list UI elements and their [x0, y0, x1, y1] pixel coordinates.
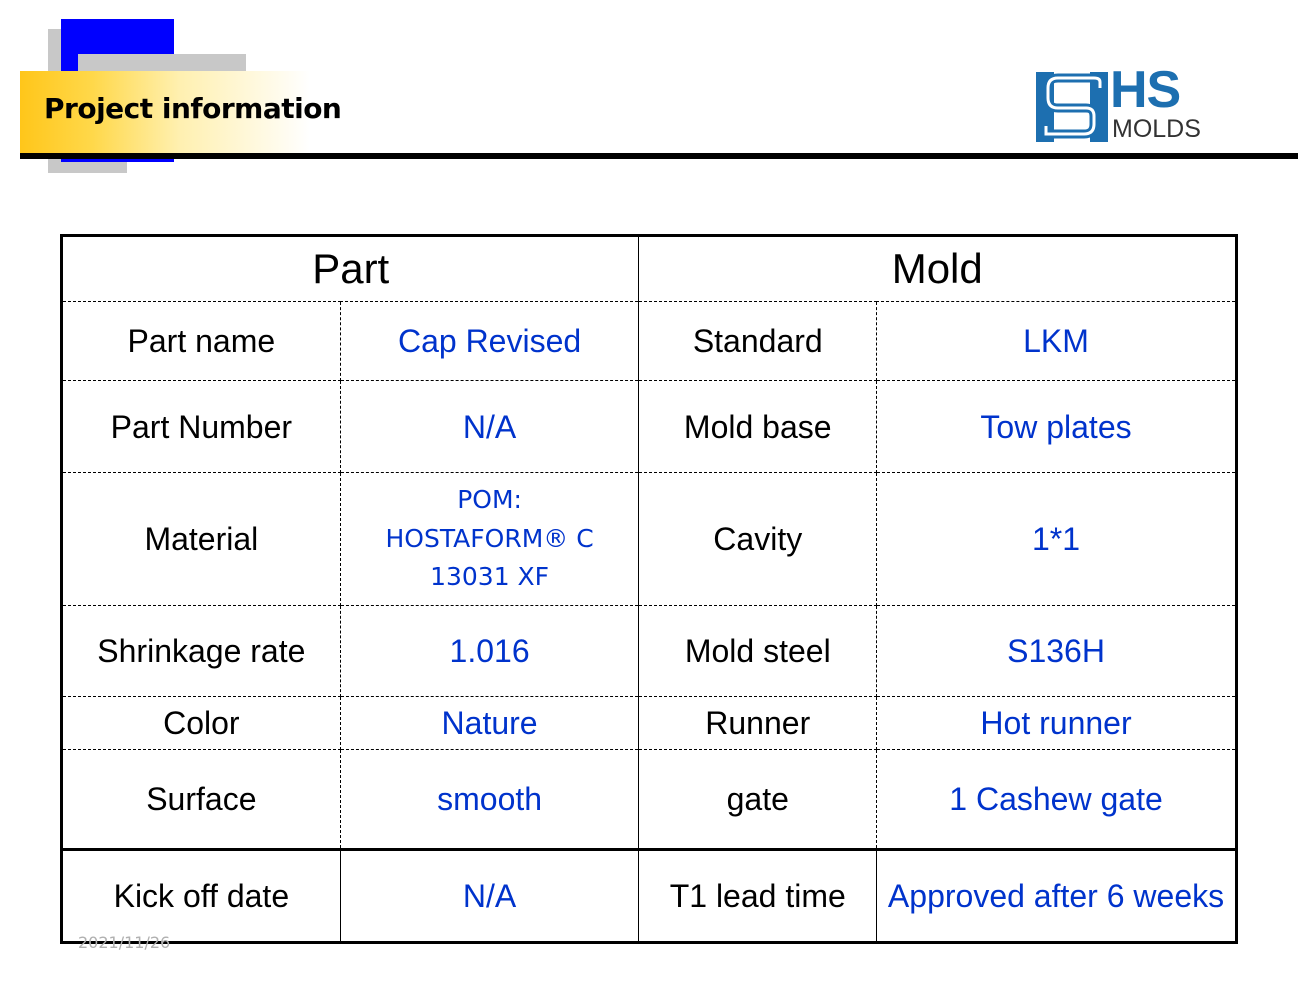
footer-date: 2021/11/26	[78, 933, 171, 952]
cavity-value: 1*1	[877, 473, 1237, 606]
mold-steel-value: S136H	[877, 606, 1237, 697]
t1-lead-time-label: T1 lead time	[639, 850, 877, 943]
t1-lead-time-value: Approved after 6 weeks	[877, 850, 1237, 943]
cavity-label: Cavity	[639, 473, 877, 606]
logo-molds-text: MOLDS	[1112, 115, 1201, 143]
surface-value: smooth	[340, 750, 639, 850]
color-label: Color	[62, 697, 341, 750]
part-header: Part	[62, 236, 639, 302]
table-row	[62, 697, 1237, 750]
kick-off-date-value: N/A	[340, 850, 639, 943]
gate-value: 1 Cashew gate	[877, 750, 1237, 850]
surface-label: Surface	[62, 750, 341, 850]
hs-molds-logo	[1036, 61, 1226, 144]
table-row	[62, 606, 1237, 697]
shrinkage-rate-label: Shrinkage rate	[62, 606, 341, 697]
mold-header: Mold	[639, 236, 1237, 302]
project-info-table	[60, 234, 1238, 944]
material-label: Material	[62, 473, 341, 606]
table-row	[62, 302, 1237, 381]
table-row	[62, 473, 1237, 606]
hs-logo-mark-icon	[1036, 70, 1110, 142]
standard-label: Standard	[639, 302, 877, 381]
color-value: Nature	[340, 697, 639, 750]
table-row	[62, 381, 1237, 473]
table-row	[62, 750, 1237, 850]
runner-label: Runner	[639, 697, 877, 750]
header-rule	[20, 153, 1298, 159]
part-name-value: Cap Revised	[340, 302, 639, 381]
part-name-label: Part name	[62, 302, 341, 381]
page-title: Project information	[44, 92, 342, 125]
runner-value: Hot runner	[877, 697, 1237, 750]
logo-hs-text: HS	[1110, 61, 1181, 119]
table-header-row	[62, 236, 1237, 302]
shrinkage-rate-value: 1.016	[340, 606, 639, 697]
gate-label: gate	[639, 750, 877, 850]
standard-value: LKM	[877, 302, 1237, 381]
kick-off-date-label: Kick off date	[62, 850, 341, 943]
mold-steel-label: Mold steel	[639, 606, 877, 697]
material-value: POM: HOSTAFORM® C 13031 XF	[340, 473, 639, 606]
table-row	[62, 850, 1237, 943]
part-number-label: Part Number	[62, 381, 341, 473]
part-number-value: N/A	[340, 381, 639, 473]
mold-base-label: Mold base	[639, 381, 877, 473]
mold-base-value: Tow plates	[877, 381, 1237, 473]
